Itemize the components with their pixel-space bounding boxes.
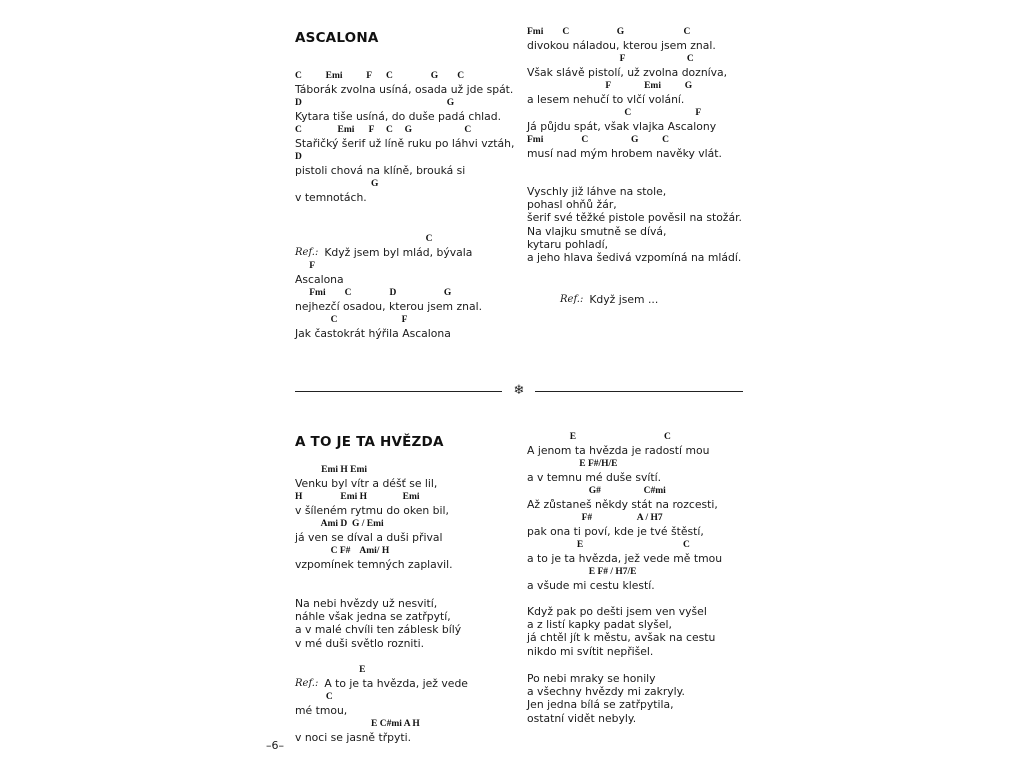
lyric-line: Já půjdu spát, však vlajka Ascalony (527, 120, 717, 133)
lyric-line: šerif své těžké pistole pověsil na stožár. (527, 211, 742, 225)
refrain-label: Ref.: (560, 294, 584, 305)
lyric-line: Venku byl vítr a déšť se lil, (295, 477, 438, 490)
chord-line: G (295, 179, 379, 189)
chord-line: E C#mi A H (295, 719, 420, 729)
song1-verse-1 (295, 70, 514, 205)
lyric-line: Kytara tiše usíná, do duše padá chlad. (295, 110, 502, 123)
lyric-line: nikdo mi svítit nepřišel. (527, 644, 654, 658)
refrain-label: Ref.: (295, 247, 319, 258)
lyric-line: A jenom ta hvězda je radostí mou (527, 444, 710, 457)
chord-line: H Emi H Emi (295, 492, 420, 502)
lyric-line: v mé duši světlo rozniti. (295, 636, 425, 650)
lyric-line: Ascalona (295, 273, 344, 286)
chord-line: F# A / H7 (527, 513, 663, 523)
chord-line: Ami D G / Emi (295, 519, 384, 529)
lyric-line: musí nad mým hrobem navěky vlát. (527, 147, 722, 160)
lyric-line: a lesem nehučí to vlčí volání. (527, 93, 685, 106)
song2-verse-3 (527, 431, 722, 593)
lyric-line: a v temnu mé duše svítí. (527, 471, 662, 484)
chord-line: E C (527, 540, 690, 550)
refrain-text: Když jsem ... (589, 293, 659, 306)
snowflake-icon: ❄ (513, 383, 525, 398)
chord-line: C Emi F C G C (295, 125, 472, 135)
chord-line: C F (295, 315, 408, 325)
lyric-line: Na vlajku smutně se dívá, (527, 224, 667, 238)
chord-line: D G (295, 98, 455, 108)
lyric-line: nejhezčí osadou, kterou jsem znal. (295, 300, 483, 313)
lyric-line: a všude mi cestu klestí. (527, 579, 655, 592)
lyric-line: já chtěl jít k městu, avšak na cestu (527, 631, 716, 645)
lyric-line: Však slávě pistolí, už zvolna dozníva, (527, 66, 728, 79)
lyric-line: Stařičký šerif už líně ruku po láhvi vztáh, (295, 137, 515, 150)
lyric-line: Po nebi mraky se honily (527, 672, 656, 685)
song1-verse-3 (527, 185, 742, 264)
lyric-line: Jak častokrát hýřila Ascalona (295, 327, 451, 340)
chord-line: F Emi G (527, 81, 693, 91)
lyric-line: ostatní vidět nebyly. (527, 711, 637, 725)
refrain-line (295, 677, 468, 691)
lyric-line: kytaru pohladí, (527, 237, 609, 251)
song2-verse-4 (527, 605, 715, 658)
lyric-line: já ven se díval a duši přival (295, 531, 443, 544)
refrain-line (295, 246, 482, 260)
lyric-line: vzpomínek temných zaplavil. (295, 558, 453, 571)
lyric-line: a jeho hlava šedivá vzpomíná na mládí. (527, 250, 742, 264)
chord-line: C F (527, 108, 702, 118)
lyric-line: a z listí kapky padat slyšel, (527, 618, 672, 632)
chord-line: C (295, 692, 333, 702)
section-divider (295, 383, 743, 398)
refrain-reference (560, 293, 658, 307)
chord-line: E F# / H7/E (527, 567, 637, 577)
song2-refrain (295, 664, 468, 745)
page-number: –6– (266, 739, 284, 752)
divider-line-right (535, 391, 743, 392)
chord-line: Emi H Emi (295, 465, 368, 475)
chord-line: Fmi C D G (295, 288, 452, 298)
lyric-line: a všechny hvězdy mi zakryly. (527, 685, 685, 699)
chord-line: Fmi C G C (527, 135, 669, 145)
lyric-line: Jen jedna bílá se zatřpytila, (527, 698, 674, 712)
lyric-line: a v malé chvíli ten záblesk bílý (295, 623, 462, 637)
lyric-line: v noci se jasně třpyti. (295, 731, 412, 744)
chord-line: F C (527, 54, 694, 64)
song2-verse-1 (295, 464, 453, 572)
lyric-line: v šíleném rytmu do oken bil, (295, 504, 449, 517)
lyric-line: divokou náladou, kterou jsem znal. (527, 39, 716, 52)
chord-line: C Emi F C G C (295, 71, 465, 81)
divider-line-left (295, 391, 502, 392)
refrain-label: Ref.: (295, 678, 319, 689)
lyric-line: Když jsem byl mlád, bývala (324, 246, 473, 259)
lyric-line: pohasl ohňů žár, (527, 198, 617, 212)
song1-refrain (295, 233, 482, 341)
lyric-line: v temnotách. (295, 191, 367, 204)
chord-line: Fmi C G C (527, 27, 691, 37)
lyric-line: A to je ta hvězda, jež vede (324, 677, 468, 690)
lyric-line: Vyschly již láhve na stole, (527, 185, 667, 198)
chord-line: F (295, 261, 316, 271)
chord-line: C (295, 234, 433, 244)
lyric-line: náhle však jedna se zatřpytí, (295, 610, 451, 624)
lyric-line: a to je ta hvězda, jež vede mě tmou (527, 552, 723, 565)
chord-line: E F#/H/E (527, 459, 618, 469)
lyric-line: pistoli chová na klíně, brouká si (295, 164, 466, 177)
lyric-line: Na nebi hvězdy už nesvití, (295, 597, 438, 610)
song-title: A TO JE TA HVĚZDA (295, 434, 444, 450)
lyric-line: mé tmou, (295, 704, 348, 717)
lyric-line: Až zůstaneš někdy stát na rozcesti, (527, 498, 718, 511)
song2-verse-5 (527, 672, 685, 725)
song1-verse-2 (527, 26, 727, 161)
lyric-line: Když pak po dešti jsem ven vyšel (527, 605, 707, 618)
chord-line: E (295, 665, 366, 675)
lyric-line: pak ona ti poví, kde je tvé štěstí, (527, 525, 704, 538)
chord-line: C F# Ami/ H (295, 546, 390, 556)
song2-verse-2 (295, 597, 461, 650)
chord-line: E C (527, 432, 671, 442)
song-title: ASCALONA (295, 30, 379, 46)
chord-line: G# C#mi (527, 486, 666, 496)
chord-line: D (295, 152, 302, 162)
lyric-line: Táborák zvolna usíná, osada už jde spát. (295, 83, 514, 96)
